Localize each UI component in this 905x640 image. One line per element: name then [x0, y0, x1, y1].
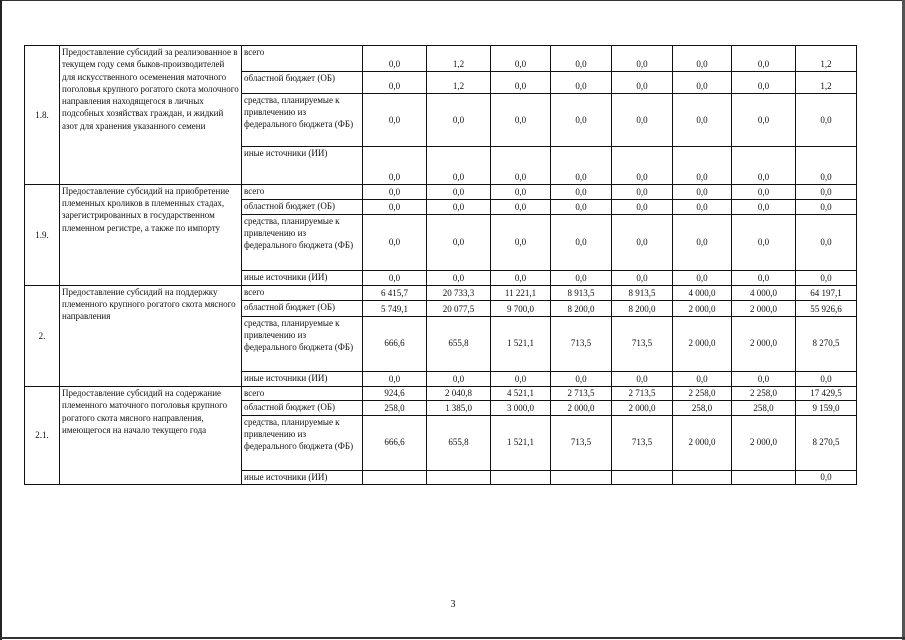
- total-cell: 0,0: [796, 200, 857, 215]
- value-cell: 0,0: [491, 46, 551, 72]
- value-cell: 0,0: [491, 184, 551, 199]
- value-cell: 0,0: [732, 200, 796, 215]
- value-cell: [551, 470, 612, 484]
- value-cell: 0,0: [363, 270, 427, 285]
- table-row: [25, 46, 857, 72]
- value-cell: 0,0: [732, 215, 796, 270]
- value-cell: 258,0: [673, 401, 732, 415]
- value-cell: 20 077,5: [427, 301, 491, 316]
- value-cell: 0,0: [612, 270, 673, 285]
- funding-source: всего: [242, 386, 363, 400]
- value-cell: 0,0: [363, 147, 427, 185]
- funding-source: средства, планируемые к привлечению из федерального бюджета (ФБ): [242, 215, 363, 270]
- funding-source: областной бюджет (ОБ): [242, 401, 363, 415]
- page-left-edge: [0, 0, 2, 640]
- total-cell: 0,0: [796, 270, 857, 285]
- value-cell: 0,0: [427, 147, 491, 185]
- value-cell: 2 713,5: [612, 386, 673, 400]
- total-cell: 8 270,5: [796, 415, 857, 470]
- value-cell: 0,0: [363, 184, 427, 199]
- value-cell: 4 000,0: [673, 285, 732, 300]
- item-number: 2.1.: [25, 386, 60, 484]
- value-cell: 713,5: [551, 316, 612, 371]
- value-cell: 0,0: [732, 371, 796, 386]
- total-cell: 0,0: [796, 147, 857, 185]
- page-bottom-edge: [0, 637, 905, 639]
- value-cell: 0,0: [673, 200, 732, 215]
- funding-source: средства, планируемые к привлечению из федерального бюджета (ФБ): [242, 93, 363, 146]
- value-cell: 0,0: [427, 200, 491, 215]
- value-cell: 8 913,5: [551, 285, 612, 300]
- value-cell: 0,0: [612, 184, 673, 199]
- value-cell: 6 415,7: [363, 285, 427, 300]
- funding-source: областной бюджет (ОБ): [242, 71, 363, 93]
- value-cell: 8 200,0: [612, 301, 673, 316]
- value-cell: 2 258,0: [673, 386, 732, 400]
- value-cell: 666,6: [363, 415, 427, 470]
- funding-source: иные источники (ИИ): [242, 371, 363, 386]
- item-number: 1.9.: [25, 184, 60, 285]
- value-cell: 0,0: [612, 71, 673, 93]
- value-cell: 2 000,0: [732, 301, 796, 316]
- item-description: Предоставление субсидий на приобретение племенных кроликов в племенных стадах, зарегистрированных в государственном племенном регистре, а также по импорту: [60, 184, 242, 285]
- value-cell: 0,0: [491, 200, 551, 215]
- value-cell: 20 733,3: [427, 285, 491, 300]
- value-cell: 0,0: [491, 147, 551, 185]
- total-cell: 8 270,5: [796, 316, 857, 371]
- value-cell: 258,0: [732, 401, 796, 415]
- table-row: [25, 386, 857, 400]
- page-top-edge: [0, 0, 905, 1]
- value-cell: 258,0: [363, 401, 427, 415]
- value-cell: 2 000,0: [673, 301, 732, 316]
- value-cell: 0,0: [427, 93, 491, 146]
- value-cell: 2 000,0: [612, 401, 673, 415]
- total-cell: 64 197,1: [796, 285, 857, 300]
- value-cell: 713,5: [551, 415, 612, 470]
- value-cell: 11 221,1: [491, 285, 551, 300]
- subsidy-table: [24, 45, 857, 485]
- value-cell: 0,0: [491, 270, 551, 285]
- value-cell: 0,0: [551, 93, 612, 146]
- table-row: [25, 184, 857, 199]
- value-cell: 0,0: [732, 270, 796, 285]
- value-cell: 0,0: [551, 270, 612, 285]
- value-cell: 0,0: [363, 71, 427, 93]
- value-cell: 0,0: [673, 46, 732, 72]
- value-cell: 0,0: [612, 215, 673, 270]
- value-cell: 0,0: [732, 184, 796, 199]
- funding-source: иные источники (ИИ): [242, 470, 363, 484]
- total-cell: 55 926,6: [796, 301, 857, 316]
- item-description: Предоставление субсидий за реализованное в текущем году семя быков-производителей для искусственного осеменения маточного поголовья крупного рогатого скота молочного направления находящегося в личных подсобных хозяйствах граждан, и жидкий азот для хранения указанного семени: [60, 46, 242, 185]
- value-cell: 666,6: [363, 316, 427, 371]
- funding-source: областной бюджет (ОБ): [242, 301, 363, 316]
- value-cell: 0,0: [612, 93, 673, 146]
- value-cell: 0,0: [491, 215, 551, 270]
- value-cell: 0,0: [551, 46, 612, 72]
- value-cell: 1,2: [427, 71, 491, 93]
- item-description: Предоставление субсидий на поддержку племенного крупного рогатого скота мясного направления: [60, 285, 242, 386]
- value-cell: 0,0: [363, 215, 427, 270]
- value-cell: 924,6: [363, 386, 427, 400]
- value-cell: 0,0: [732, 46, 796, 72]
- value-cell: 0,0: [427, 215, 491, 270]
- value-cell: 0,0: [612, 200, 673, 215]
- value-cell: [363, 470, 427, 484]
- total-cell: 1,2: [796, 46, 857, 72]
- value-cell: 8 913,5: [612, 285, 673, 300]
- value-cell: 0,0: [551, 184, 612, 199]
- item-number: 1.8.: [25, 46, 60, 185]
- value-cell: [491, 470, 551, 484]
- value-cell: 655,8: [427, 415, 491, 470]
- value-cell: 0,0: [612, 371, 673, 386]
- value-cell: 0,0: [551, 215, 612, 270]
- value-cell: 0,0: [551, 147, 612, 185]
- funding-source: всего: [242, 285, 363, 300]
- total-cell: 0,0: [796, 371, 857, 386]
- item-description: Предоставление субсидий на содержание племенного маточного поголовья крупного рогатого скота мясного направления, имеющегося на начало текущего года: [60, 386, 242, 484]
- table-row: [25, 285, 857, 300]
- value-cell: 1 385,0: [427, 401, 491, 415]
- value-cell: 0,0: [732, 147, 796, 185]
- value-cell: 2 040,8: [427, 386, 491, 400]
- value-cell: 0,0: [673, 71, 732, 93]
- value-cell: 0,0: [673, 184, 732, 199]
- value-cell: 713,5: [612, 415, 673, 470]
- value-cell: 8 200,0: [551, 301, 612, 316]
- total-cell: 0,0: [796, 93, 857, 146]
- value-cell: [732, 470, 796, 484]
- value-cell: 0,0: [673, 270, 732, 285]
- funding-source: иные источники (ИИ): [242, 270, 363, 285]
- value-cell: 0,0: [491, 71, 551, 93]
- value-cell: 0,0: [491, 93, 551, 146]
- value-cell: 4 000,0: [732, 285, 796, 300]
- total-cell: 17 429,5: [796, 386, 857, 400]
- total-cell: 9 159,0: [796, 401, 857, 415]
- value-cell: 2 000,0: [673, 316, 732, 371]
- value-cell: 2 000,0: [732, 415, 796, 470]
- value-cell: [427, 470, 491, 484]
- value-cell: 0,0: [551, 200, 612, 215]
- funding-source: средства, планируемые к привлечению из федерального бюджета (ФБ): [242, 415, 363, 470]
- total-cell: 1,2: [796, 71, 857, 93]
- value-cell: [612, 470, 673, 484]
- value-cell: 0,0: [673, 215, 732, 270]
- value-cell: 1 521,1: [491, 415, 551, 470]
- value-cell: 713,5: [612, 316, 673, 371]
- value-cell: 0,0: [363, 371, 427, 386]
- value-cell: 0,0: [427, 184, 491, 199]
- value-cell: 5 749,1: [363, 301, 427, 316]
- value-cell: 0,0: [673, 371, 732, 386]
- value-cell: 0,0: [551, 371, 612, 386]
- funding-source: областной бюджет (ОБ): [242, 200, 363, 215]
- value-cell: 1,2: [427, 46, 491, 72]
- value-cell: 0,0: [491, 371, 551, 386]
- value-cell: 0,0: [612, 46, 673, 72]
- value-cell: 2 258,0: [732, 386, 796, 400]
- value-cell: 0,0: [551, 71, 612, 93]
- value-cell: 0,0: [363, 200, 427, 215]
- value-cell: 2 000,0: [732, 316, 796, 371]
- value-cell: 0,0: [732, 93, 796, 146]
- value-cell: 0,0: [673, 147, 732, 185]
- item-number: 2.: [25, 285, 60, 386]
- value-cell: 0,0: [363, 93, 427, 146]
- total-cell: 0,0: [796, 215, 857, 270]
- value-cell: [673, 470, 732, 484]
- funding-source: иные источники (ИИ): [242, 147, 363, 185]
- value-cell: 0,0: [427, 371, 491, 386]
- value-cell: 0,0: [427, 270, 491, 285]
- total-cell: 0,0: [796, 184, 857, 199]
- value-cell: 2 000,0: [551, 401, 612, 415]
- value-cell: 1 521,1: [491, 316, 551, 371]
- value-cell: 3 000,0: [491, 401, 551, 415]
- total-cell: 0,0: [796, 470, 857, 484]
- value-cell: 0,0: [673, 93, 732, 146]
- funding-source: всего: [242, 46, 363, 72]
- page-number: 3: [450, 599, 456, 610]
- value-cell: 0,0: [363, 46, 427, 72]
- value-cell: 0,0: [612, 147, 673, 185]
- funding-source: всего: [242, 184, 363, 199]
- value-cell: 0,0: [732, 71, 796, 93]
- value-cell: 655,8: [427, 316, 491, 371]
- value-cell: 2 713,5: [551, 386, 612, 400]
- value-cell: 2 000,0: [673, 415, 732, 470]
- value-cell: 9 700,0: [491, 301, 551, 316]
- value-cell: 4 521,1: [491, 386, 551, 400]
- funding-source: средства, планируемые к привлечению из федерального бюджета (ФБ): [242, 316, 363, 371]
